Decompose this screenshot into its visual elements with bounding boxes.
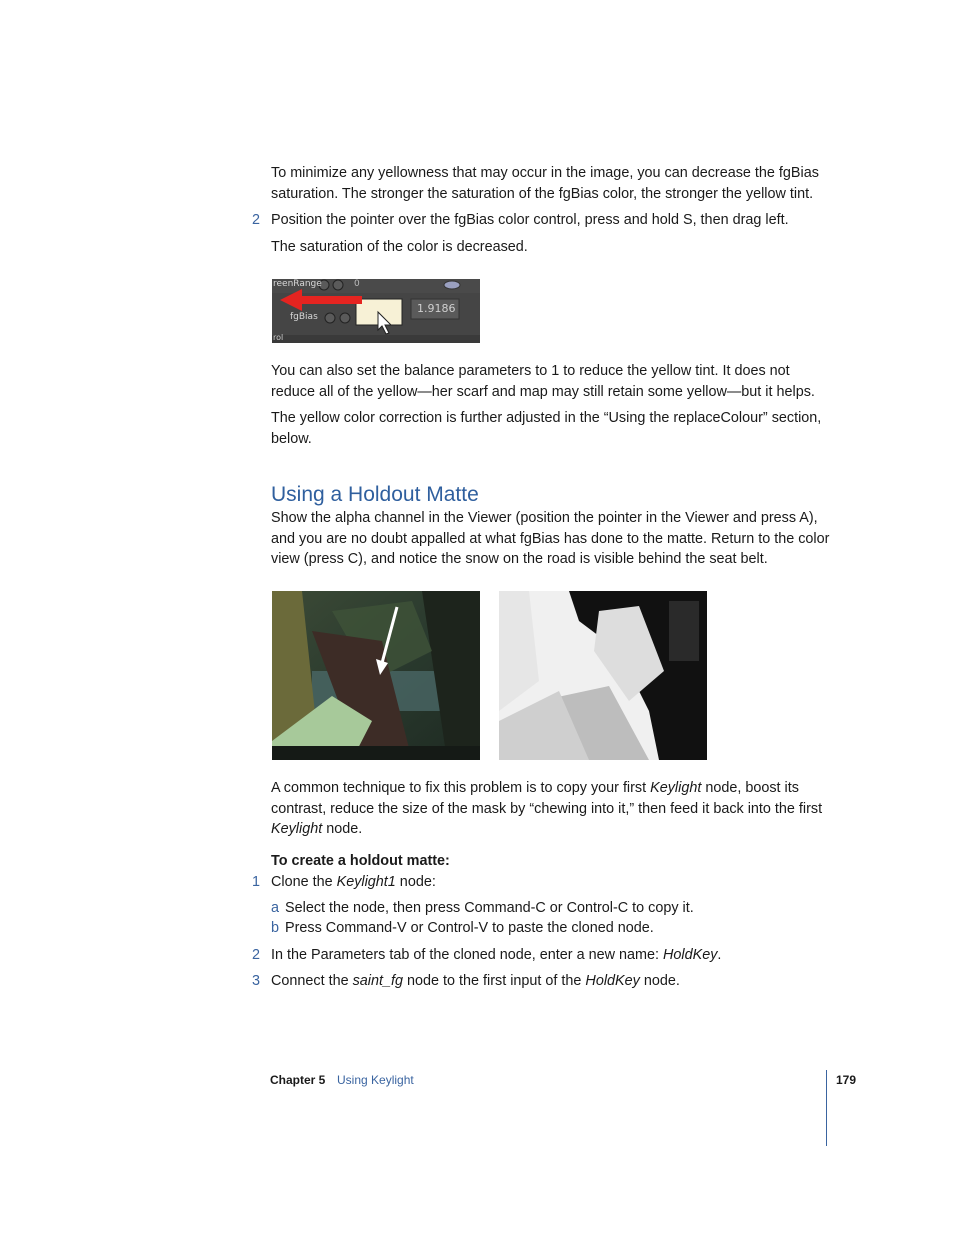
substep-text: Press Command-V or Control-V to paste the cloned node.: [285, 920, 654, 936]
intro-paragraph: To minimize any yellowness that may occur in the image, you can decrease the fgBias saturation. The stronger the saturation of the fgBias color, the stronger the yellow tint.: [271, 165, 819, 202]
footer-divider: [826, 1070, 827, 1146]
balance-paragraph: You can also set the balance parameters to 1 to reduce the yellow tint. It does not reduce all of the yellow—her scarf and map may still retain some yellow—but it helps.: [271, 363, 815, 400]
step-text: In the Parameters tab of the cloned node, enter a new name: HoldKey.: [271, 947, 722, 963]
step-number: 2: [252, 212, 261, 228]
rol-label: rol: [273, 333, 284, 342]
step-number: 3: [252, 973, 261, 989]
alpha-view-image: [499, 591, 707, 760]
footer-chapter: Chapter 5: [270, 1073, 326, 1087]
technique-paragraph: A common technique to fix this problem is to copy your first Keylight node, boost its contrast, reduce the size of the mask by “chewing into it,” then feed it back into the first Keylight node.: [271, 780, 823, 837]
fgbias-value: 1.9186: [417, 302, 456, 315]
step-number: 1: [252, 874, 261, 890]
step-text: Connect the saint_fg node to the first input of the HoldKey node.: [271, 973, 680, 989]
footer-chapter-title: Using Keylight: [337, 1073, 414, 1087]
step-result: The saturation of the color is decreased.: [271, 239, 528, 255]
replacecolour-paragraph: The yellow color correction is further adjusted in the “Using the replaceColour” section, below.: [271, 410, 822, 447]
substep-letter: b: [271, 920, 280, 936]
fgbias-control-screenshot: [272, 279, 480, 343]
substep-b: [271, 918, 654, 939]
fgbias-label: fgBias: [290, 312, 318, 322]
step-number: 2: [252, 947, 261, 963]
step-text: Clone the Keylight1 node:: [271, 874, 436, 890]
step-text: Position the pointer over the fgBias color control, press and hold S, then drag left.: [271, 212, 789, 228]
zero-label: 0: [354, 279, 360, 289]
seatbelt-alpha-graphic: [499, 591, 707, 760]
substep-a: [271, 898, 694, 919]
reenrange-label: reenRange: [273, 279, 322, 289]
page-number: 179: [836, 1073, 857, 1087]
alpha-paragraph: Show the alpha channel in the Viewer (position the pointer in the Viewer and press A), and you are no doubt appalled at what fgBias has done to the matte. Return to the color view (press C), and notice the snow on the road is visible behind the seat belt.: [271, 510, 830, 567]
substep-letter: a: [271, 900, 280, 916]
procedure-title: To create a holdout matte:: [271, 853, 450, 869]
seatbelt-color-graphic: [272, 591, 480, 760]
substep-text: Select the node, then press Command-C or Control-C to copy it.: [285, 900, 694, 916]
color-view-image: [272, 591, 480, 760]
section-heading: Using a Holdout Matte: [271, 483, 479, 506]
